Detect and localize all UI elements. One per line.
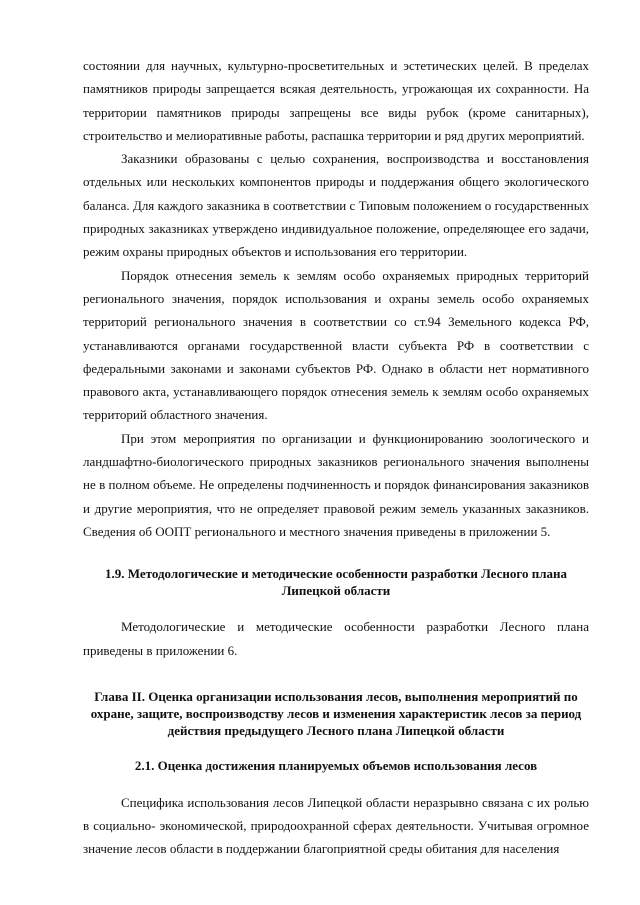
paragraph-zakazniki: Заказники образованы с целью сохранения, воспроизводства и восстановления отдельных или нескольких компонентов природы и поддержания общего экологического баланса. Для каждого заказника в соответствии с Типовым положением о государственных природных заказниках утверждено индивидуальное положение, определяющее его задачи, режим охраны природных объектов и использования его территории. — [83, 151, 589, 260]
section-heading-1-9 — [83, 565, 589, 599]
paragraph-continuation: состоянии для научных, культурно-просветительных и эстетических целей. В пределах памятников природы запрещается всякая деятельность, угрожающая их сохранности. На территории памятников природы запрещены все виды рубок (кроме санитарных), строительство и мелиоративные работы, распашка территории и ряд других мероприятий. — [83, 58, 589, 143]
section-heading-1-9-line-2: Липецкой области — [281, 583, 391, 599]
paragraph-poryadok: Порядок отнесения земель к землям особо охраняемых природных территорий регионального значения, порядок использования и охраны земель особо охраняемых территорий регионального значения в соответствии со ст.94 Земельного кодекса РФ, устанавливаются органами государственной власти субъекта РФ в соответствии с федеральными законами и законами субъектов РФ. Однако в области нет нормативного правового акта, устанавливающего порядок отнесения земель к землям особо охраняемых территорий областного значения. — [83, 267, 589, 423]
chapter-heading-2-line-1: Глава II. Оценка организации использования лесов, выполнения мероприятий по — [94, 688, 578, 704]
paragraph-specifika: Специфика использования лесов Липецкой области неразрывно связана с их ролью в социально- экономической, природоохранной сферах деятельности. Учитывая огромное значение лесов области в поддержании благоприятной среды обитания для населения — [83, 794, 589, 857]
chapter-heading-2-line-2: охране, защите, воспроизводству лесов и изменения характеристик лесов за период — [90, 705, 582, 721]
paragraph-meropriyatiya: При этом мероприятия по организации и функционированию зоологического и ландшафтно-биологического природных заказников регионального значения выполнены не в полном объеме. Не определены подчиненность и порядок финансирования заказников и другие мероприятия, что не определяет правовой режим земель указанных заказников. Сведения об ООПТ регионального и местного значения приведены в приложении 5. — [83, 430, 589, 539]
chapter-heading-2-line-3: действия предыдущего Лесного плана Липецкой области — [167, 722, 505, 738]
section-heading-1-9-line-1: 1.9. Методологические и методические особенности разработки Лесного плана — [105, 566, 567, 582]
chapter-heading-2 — [83, 688, 589, 739]
document-body — [83, 54, 589, 861]
paragraph-metod: Методологические и методические особенности разработки Лесного плана приведены в приложении 6. — [83, 619, 589, 658]
section-heading-2-1: 2.1. Оценка достижения планируемых объемов использования лесов — [134, 757, 538, 773]
